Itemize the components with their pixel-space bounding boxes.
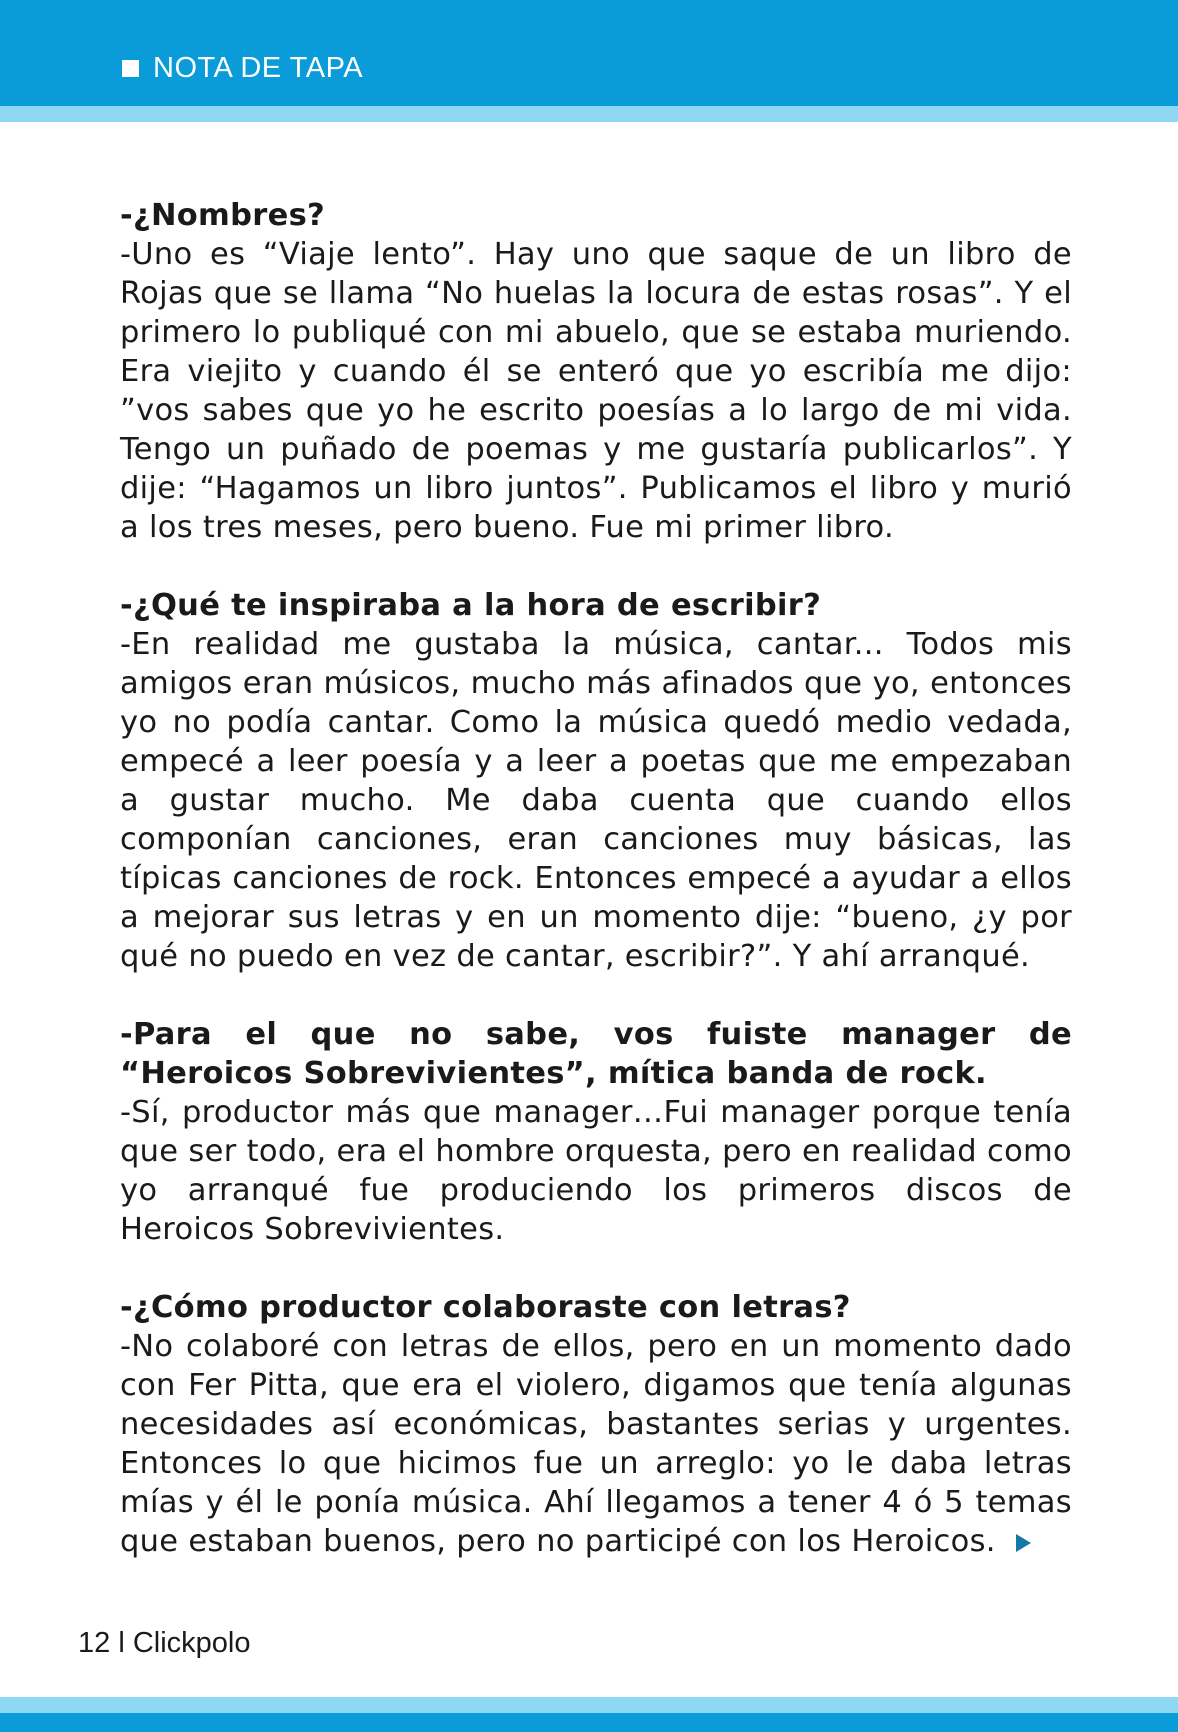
answer: -No colaboré con letras de ellos, pero en un momento dado con Fer Pitta, que era el violero, digamos que tenía algunas necesidades así económicas, bastantes serias y urgentes. Entonces lo que hicimos fue un arreglo: yo le daba letras mías y él le ponía música. Ahí llegamos a tener 4 ó 5 temas que estaban buenos, pero no participé con los Heroicos. [120,1329,1072,1559]
header-stripe [0,106,1178,122]
answer-with-arrow [120,1327,1072,1561]
footer-bar [0,1713,1178,1732]
question: -Para el que no sabe, vos fuiste manager de “Heroicos Sobrevivientes”, mítica banda de rock. [120,1017,1072,1091]
answer: -En realidad me gustaba la música, cantar... Todos mis amigos eran músicos, mucho más afinados que yo, entonces yo no podía cantar. Como la música quedó medio vedada, empecé a leer poesía y a leer a poetas que me empezaban a gustar mucho. Me daba cuenta que cuando ellos componían canciones, eran canciones muy básicas, las típicas canciones de rock. Entonces empecé a ayudar a ellos a mejorar sus letras y en un momento dije: “bueno, ¿y por qué no puedo en vez de cantar, escribir?”. Y ahí arranqué. [120,627,1072,974]
footer-stripe [0,1697,1178,1713]
qa-block [120,586,1072,976]
qa-block [120,1288,1072,1561]
qa-block [120,1015,1072,1249]
section-title: NOTA DE TAPA [153,52,364,84]
continue-arrow-icon [1016,1534,1031,1552]
answer: -Uno es “Viaje lento”. Hay uno que saque de un libro de Rojas que se llama “No huelas la locura de estas rosas”. Y el primero lo publiqué con mi abuelo, que se estaba muriendo. Era viejito y cuando él se enteró que yo escribía me dijo: ”vos sabes que yo he escrito poesías a lo largo de mi vida. Tengo un puñado de poemas y me gustaría publicarlos”. Y dije: “Hagamos un libro juntos”. Publicamos el libro y murió a los tres meses, pero bueno. Fue mi primer libro. [120,237,1072,545]
square-bullet-icon [122,60,139,77]
section-label [122,52,363,85]
qa-block [120,196,1072,547]
question: -¿Qué te inspiraba a la hora de escribir? [120,588,822,623]
question: -¿Nombres? [120,198,326,233]
article-body [120,196,1072,1600]
question: -¿Cómo productor colaboraste con letras? [120,1290,851,1325]
page-footer: 12 l Clickpolo [78,1627,251,1659]
answer: -Sí, productor más que manager…Fui manager porque tenía que ser todo, era el hombre orquesta, pero en realidad como yo arranqué fue produciendo los primeros discos de Heroicos Sobrevivientes. [120,1095,1072,1247]
